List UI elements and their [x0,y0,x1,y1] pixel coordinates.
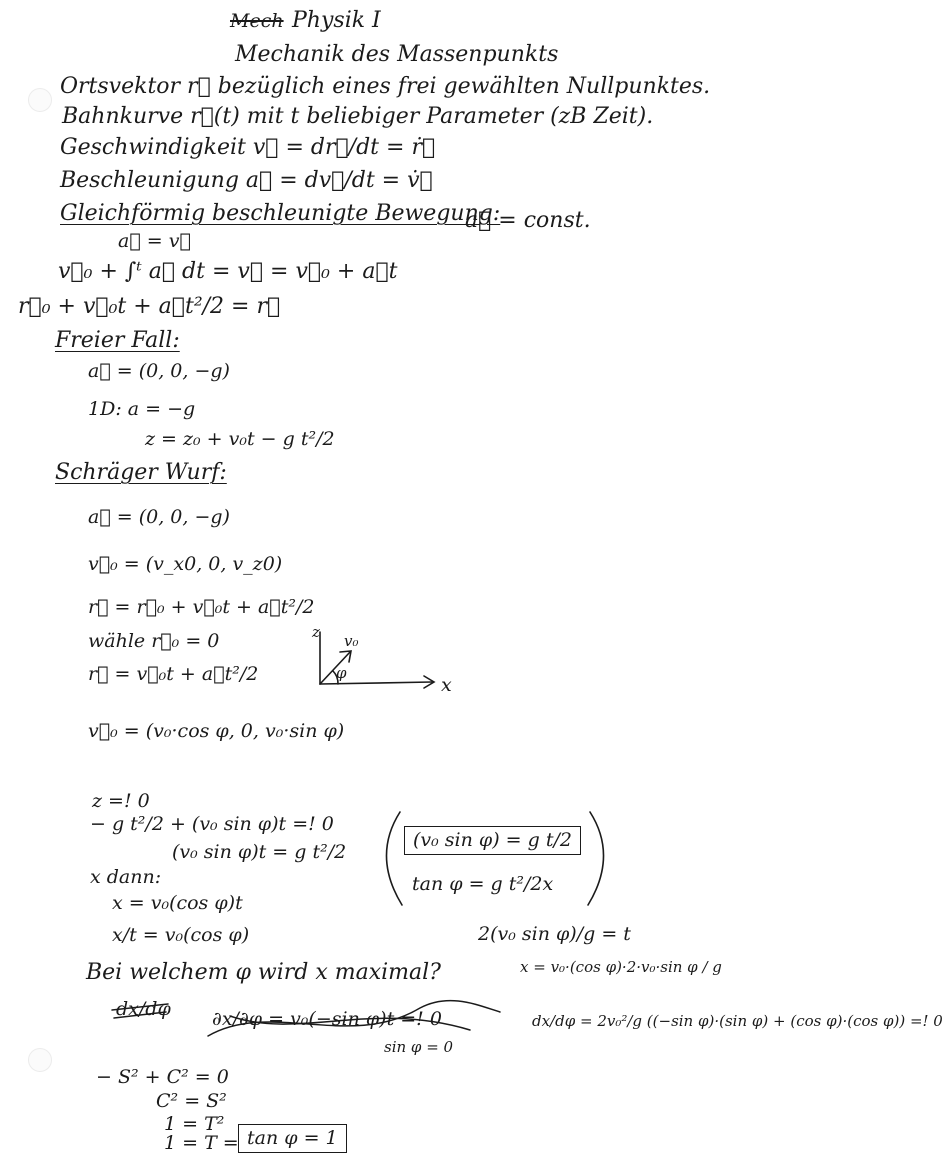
line-sw-r2: r⃗ = v⃗₀t + a⃗t²/2 [88,663,259,685]
heading-schraeger-wurf: Schräger Wurf: [55,460,227,485]
line-sw-v0-polar: v⃗₀ = (v₀·cos φ, 0, v₀·sin φ) [88,720,345,742]
scribble-c: sin φ = 0 [384,1038,454,1056]
page-title: Physik I [292,8,381,33]
line-a-eq-v: a⃗ = v⃗ [118,230,191,252]
line-tan-eq: tan φ = g t²/2x [412,873,554,895]
heading-gleichfoermig: Gleichförmig beschleunigte Bewegung: [60,201,501,226]
line-beschleunigung: Beschleunigung a⃗ = dv⃗/dt = v̇⃗ [60,168,433,193]
line-final-4: 1 = T = [164,1132,239,1154]
line-final-1: − S² + C² = 0 [96,1066,229,1088]
line-eq1: − g t²/2 + (v₀ sin φ)t =! 0 [90,813,334,835]
line-final-2: C² = S² [156,1090,227,1112]
line-x-dann: x dann: [90,866,162,888]
diagram-label-z: z [312,623,320,641]
line-x-eq: x = v₀(cos φ)t [112,892,243,914]
boxed-result: (v₀ sin φ) = g t/2 [404,826,581,855]
final-boxed-result: tan φ = 1 [238,1124,347,1153]
line-z-zero: z =! 0 [92,790,150,812]
line-bahnkurve: Bahnkurve r⃗(t) mit t beliebiger Parameter (zB Zeit). [62,104,654,129]
scribble-a: dx/dφ [116,998,171,1020]
line-t-eq: 2(v₀ sin φ)/g = t [478,923,631,945]
line-ff-z: z = z₀ + v₀t − g t²/2 [145,428,335,450]
diagram-label-x: x [441,674,452,696]
line-eq2: (v₀ sin φ)t = g t²/2 [172,841,347,863]
line-sw-v0: v⃗₀ = (v_x0, 0, v_z0) [88,553,283,575]
line-geschwindigkeit: Geschwindigkeit v⃗ = dr⃗/dt = ṙ⃗ [60,135,436,160]
line-a-const: a⃗ = const. [465,208,591,233]
diagram-label-v0: v₀ [344,632,359,650]
line-waehle: wähle r⃗₀ = 0 [88,630,220,652]
line-sw-r: r⃗ = r⃗₀ + v⃗₀t + a⃗t²/2 [88,596,315,618]
line-r-eq: r⃗₀ + v⃗₀t + a⃗t²/2 = r⃗ [18,294,281,319]
scribble-b: ∂x/∂φ = v₀(−sin φ)t =! 0 [212,1008,442,1030]
crossed-out-word: Mech [230,10,284,32]
line-final-3: 1 = T² [164,1113,225,1135]
line-x-over-t: x/t = v₀(cos φ) [112,924,250,946]
line-ff-1d: 1D: a = −g [88,398,196,420]
line-ff-a: a⃗ = (0, 0, −g) [88,360,230,382]
line-ortsvektor: Ortsvektor r⃗ bezüglich eines frei gewählten Nullpunktes. [60,74,711,99]
line-dxdphi: dx/dφ = 2v₀²/g ((−sin φ)·(sin φ) + (cos φ)·(cos φ)) =! 0 [532,1012,943,1030]
heading-freier-fall: Freier Fall: [55,328,180,353]
line-x-full: x = v₀·(cos φ)·2·v₀·sin φ / g [520,958,722,976]
line-sw-a: a⃗ = (0, 0, −g) [88,506,230,528]
page-subtitle: Mechanik des Massenpunkts [235,42,559,67]
diagram-label-phi: φ [336,664,347,682]
line-v-integral: v⃗₀ + ∫ᵗ a⃗ dt = v⃗ = v⃗₀ + a⃗t [58,259,398,284]
line-question: Bei welchem φ wird x maximal? [86,960,441,985]
